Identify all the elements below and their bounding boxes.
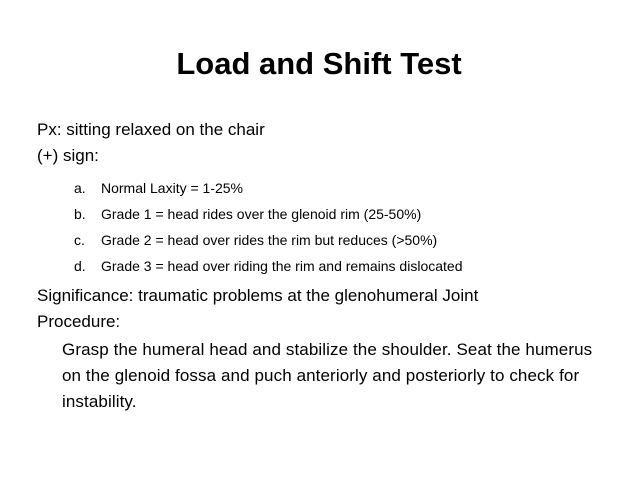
slide-title: Load and Shift Test <box>176 46 462 81</box>
list-item-text: Normal Laxity = 1-25% <box>101 180 244 196</box>
list-item-text: Grade 2 = head over rides the rim but reduces (>50%) <box>101 232 438 248</box>
procedure-description: Grasp the humeral head and stabilize the shoulder. Seat the humerus on the glenoid fossa and puch anteriorly and posteriorly to check for instability. <box>62 340 593 411</box>
list-marker: a. <box>74 180 86 196</box>
sign-grade-list <box>37 175 627 279</box>
list-marker: d. <box>74 258 86 274</box>
list-marker: b. <box>74 206 86 222</box>
list-item <box>37 253 627 279</box>
slide-body <box>37 117 627 415</box>
list-item <box>37 175 627 201</box>
patient-position-line: Px: sitting relaxed on the chair <box>37 120 265 139</box>
significance-line: Significance: traumatic problems at the glenohumeral Joint <box>37 286 479 305</box>
positive-sign-label: (+) sign: <box>37 146 99 165</box>
procedure-label: Procedure: <box>37 312 121 331</box>
list-item-text: Grade 1 = head rides over the glenoid rim (25-50%) <box>101 206 422 222</box>
list-item <box>37 227 627 253</box>
list-marker: c. <box>74 232 85 248</box>
list-item <box>37 201 627 227</box>
list-item-text: Grade 3 = head over riding the rim and remains dislocated <box>101 258 463 274</box>
